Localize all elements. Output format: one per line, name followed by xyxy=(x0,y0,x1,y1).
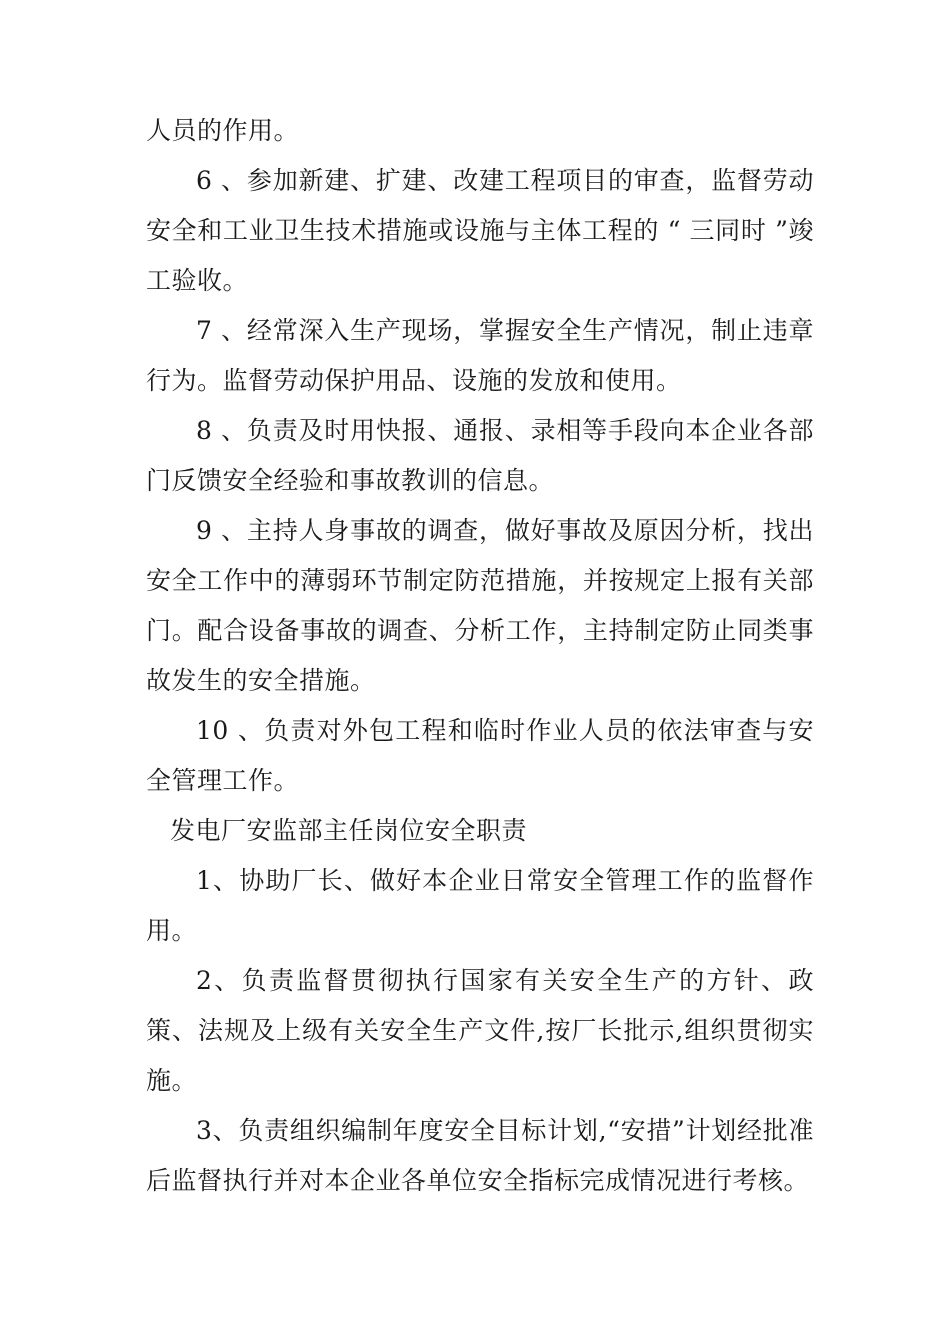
paragraph-item-2: 2、负责监督贯彻执行国家有关安全生产的方针、政策、法规及上级有关安全生产文件,按厂长批示,组织贯彻实施。 xyxy=(146,966,814,1095)
paragraph-item-1: 1、协助厂长、做好本企业日常安全管理工作的监督作用。 xyxy=(146,866,814,945)
paragraph-item-7: 7 、经常深入生产现场，掌握安全生产情况，制止违章行为。监督劳动保护用品、设施的发放和使用。 xyxy=(146,316,814,395)
paragraph-item-9: 9 、主持人身事故的调查，做好事故及原因分析，找出安全工作中的薄弱环节制定防范措施，并按规定上报有关部门。配合设备事故的调查、分析工作，主持制定防止同类事故发生的安全措施。 xyxy=(146,516,814,695)
paragraph-item-10: 10 、负责对外包工程和临时作业人员的依法审查与安全管理工作。 xyxy=(146,716,814,795)
paragraph-continuation: 人员的作用。 xyxy=(146,116,300,145)
paragraph-item-8: 8 、负责及时用快报、通报、录相等手段向本企业各部门反馈安全经验和事故教训的信息。 xyxy=(146,416,814,495)
document-body xyxy=(146,106,814,1206)
paragraph-item-6: 6 、参加新建、扩建、改建工程项目的审查，监督劳动安全和工业卫生技术措施或设施与主体工程的 “ 三同时 ”竣工验收。 xyxy=(146,166,814,295)
paragraph-item-3: 3、负责组织编制年度安全目标计划,“安措”计划经批准后监督执行并对本企业各单位安全指标完成情况进行考核。 xyxy=(146,1116,814,1195)
section-heading: 发电厂安监部主任岗位安全职责 xyxy=(170,816,528,845)
